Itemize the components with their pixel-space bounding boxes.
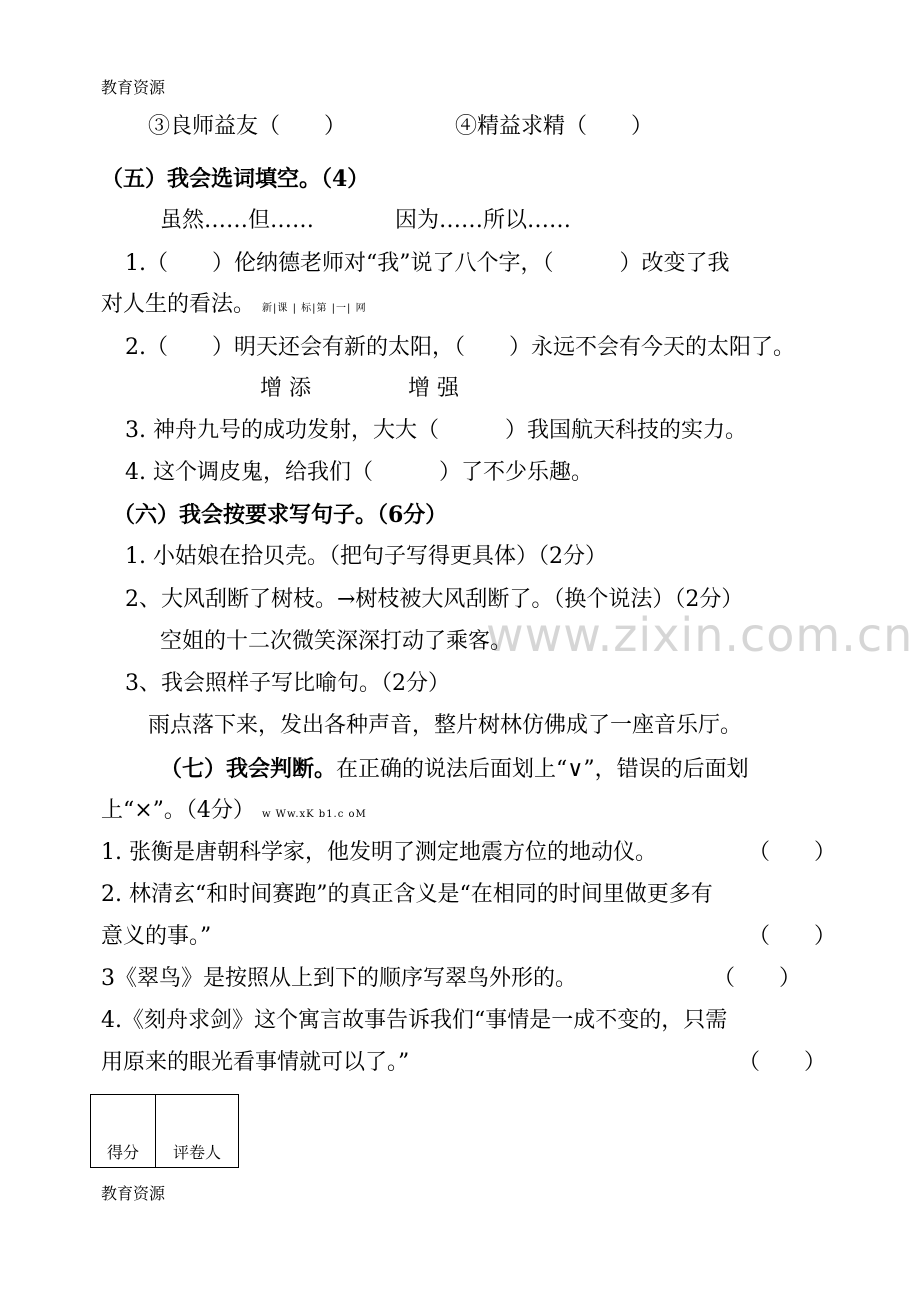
section7-title-line2 (101, 796, 367, 830)
word-choice-1a: 虽然……但…… (160, 208, 315, 233)
section7-title-bold: （七）我会判断。 (160, 756, 337, 782)
grader-cell: 评卷人 (156, 1095, 239, 1168)
section7-title-line1 (160, 754, 749, 785)
s7-answer-paren-1: （ ） (748, 840, 837, 865)
s7-question-2-line1: 2. 林清玄“和时间赛跑”的真正含义是“在相同的时间里做更多有 (101, 882, 713, 907)
watermark-text: www.zixin.com.cn (486, 608, 914, 662)
s5-question-1-text: 对人生的看法。 (101, 292, 256, 317)
section7-title-rest: 在正确的说法后面划上“∨”，错误的后面划 (336, 757, 749, 782)
s6-question-3: 3、我会照样子写比喻句。（2分） (125, 671, 450, 696)
section5-title: （五）我会选词填空。（4） (101, 166, 370, 192)
s6-question-2: 2、大风刮断了树枝。→树枝被大风刮断了。（换个说法）（2分） (125, 587, 744, 612)
s7-answer-paren-2: （ ） (748, 924, 837, 949)
s7-answer-paren-4: （ ） (738, 1050, 827, 1075)
word-choice-2b: 增 强 (408, 376, 459, 401)
s7-answer-paren-3: （ ） (713, 966, 802, 991)
s7-question-3: 3《翠鸟》是按照从上到下的顺序写翠鸟外形的。 (101, 966, 577, 991)
section7-title-text: 上“×”。（4分） (101, 798, 255, 823)
page-header: 教育资源 (101, 78, 166, 97)
s5-question-2: 2.（ ）明天还会有新的太阳，（ ）永远不会有今天的太阳了。 (125, 335, 795, 360)
s6-question-1: 1. 小姑娘在拾贝壳。（把句子写得更具体）（2分） (125, 544, 607, 569)
score-box (90, 1094, 239, 1168)
s5-question-3: 3. 神舟九号的成功发射，大大（ ）我国航天科技的实力。 (125, 418, 747, 443)
page-footer: 教育资源 (101, 1184, 166, 1203)
option-3: ③良师益友（ ） (148, 114, 347, 139)
word-choice-2a: 增 添 (260, 376, 311, 401)
s7-question-4-line2: 用原来的眼光看事情就可以了。” (101, 1050, 410, 1075)
s5-question-4: 4. 这个调皮鬼，给我们（ ）了不少乐趣。 (125, 460, 593, 485)
word-choice-1b: 因为……所以…… (395, 208, 572, 233)
option-4: ④精益求精（ ） (455, 114, 654, 139)
s7-question-1: 1. 张衡是唐朝科学家，他发明了测定地震方位的地动仪。 (101, 840, 657, 865)
section6-title: （六）我会按要求写句子。（6分） (113, 502, 448, 528)
s6-question-3-sentence: 雨点落下来，发出各种声音，整片树林仿佛成了一座音乐厅。 (148, 713, 743, 738)
s7-question-2-line2: 意义的事。” (101, 924, 212, 949)
s6-question-2-sentence: 空姐的十二次微笑深深打动了乘客。 (160, 629, 513, 654)
score-cell: 得分 (91, 1095, 156, 1168)
inline-small-text-2: w Ww.xK b1.c oM (261, 809, 367, 820)
inline-small-text: 新|课 | 标|第 |一| 网 (262, 303, 367, 314)
s7-question-4-line1: 4.《刻舟求剑》这个寓言故事告诉我们“事情是一成不变的，只需 (101, 1008, 728, 1033)
s5-question-1-line1: 1.（ ）伦纳德老师对“我”说了八个字，（ ）改变了我 (125, 251, 730, 276)
s5-question-1-line2 (101, 290, 367, 324)
